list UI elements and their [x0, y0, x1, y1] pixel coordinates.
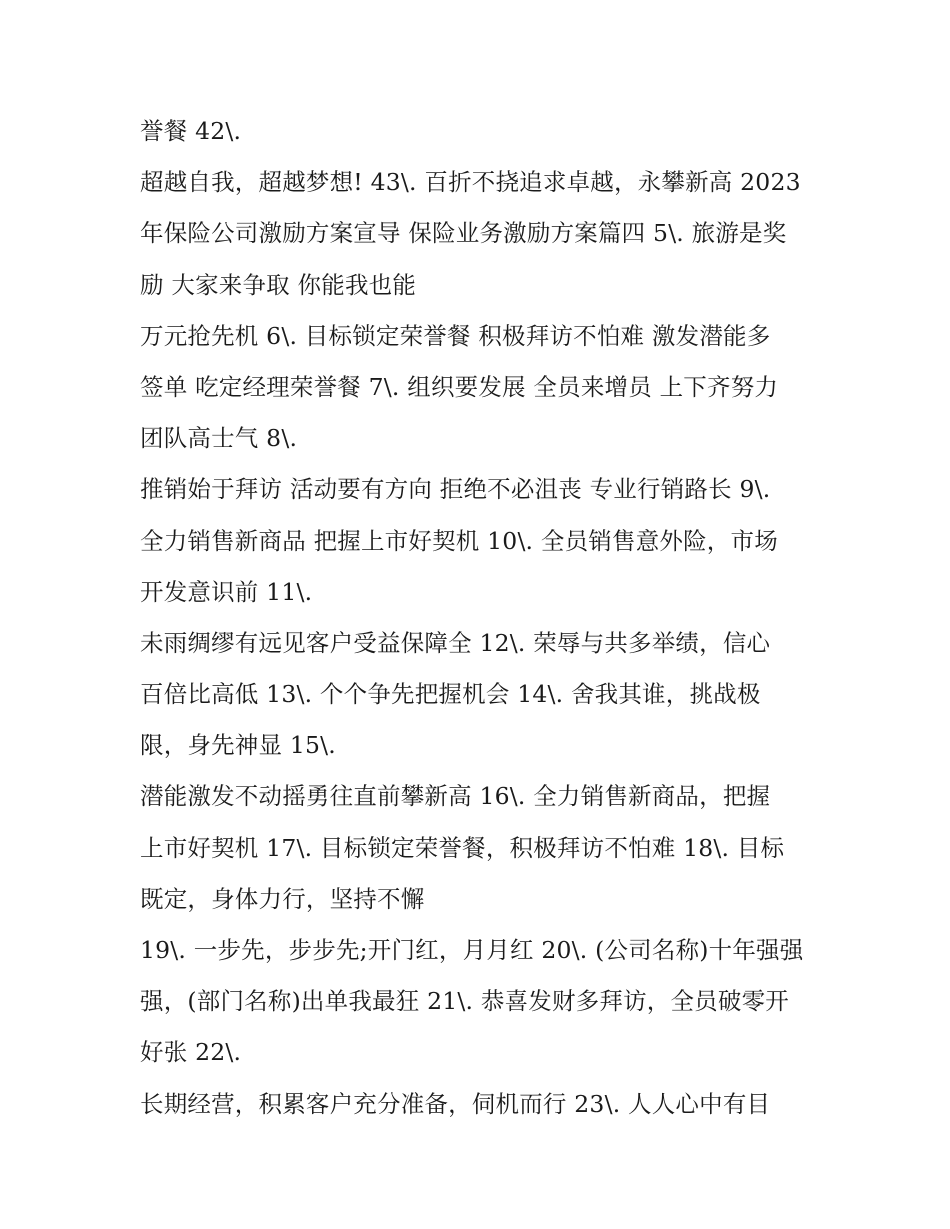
text-line: 万元抢先机 6\. 目标锁定荣誉餐 积极拜访不怕难 激发潜能多	[140, 321, 771, 350]
text-line: 推销始于拜访 活动要有方向 拒绝不必沮丧 专业行销路长 9\.	[140, 475, 771, 504]
text-line: 开发意识前 11\.	[140, 577, 313, 606]
text-line: 长期经营，积累客户充分准备，伺机而行 23\. 人人心中有目	[140, 1089, 771, 1118]
text-line: 百倍比高低 13\. 个个争先把握机会 14\. 舍我其谁，挑战极	[140, 680, 761, 709]
document-body	[140, 106, 820, 1130]
text-line: 19\. 一步先，步步先;开门红，月月红 20\. (公司名称)十年强强	[140, 936, 804, 964]
text-line: 年保险公司激励方案宣导 保险业务激励方案篇四 5\. 旅游是奖	[140, 219, 787, 248]
text-line: 既定，身体力行，坚持不懈	[140, 884, 425, 913]
text-line: 限，身先神显 15\.	[140, 731, 336, 760]
text-line: 好张 22\.	[140, 1038, 242, 1067]
text-line: 誉餐 42\.	[140, 117, 242, 145]
text-line: 超越自我，超越梦想! 43\. 百折不挠追求卓越，永攀新高 2023	[140, 168, 801, 197]
text-line: 全力销售新商品 把握上市好契机 10\. 全员销售意外险，市场	[140, 526, 778, 555]
text-line: 团队高士气 8\.	[140, 424, 298, 453]
text-line: 签单 吃定经理荣誉餐 7\. 组织要发展 全员来增员 上下齐努力	[140, 372, 779, 401]
text-line: 未雨绸缪有远见客户受益保障全 12\. 荣辱与共多举绩，信心	[140, 628, 771, 657]
text-line: 上市好契机 17\. 目标锁定荣誉餐，积极拜访不怕难 18\. 目标	[140, 833, 785, 862]
text-line: 励 大家来争取 你能我也能	[140, 270, 417, 299]
text-line: 强，(部门名称)出单我最狂 21\. 恭喜发财多拜访，全员破零开	[140, 987, 789, 1016]
text-line: 潜能激发不动摇勇往直前攀新高 16\. 全力销售新商品，把握	[140, 782, 771, 811]
